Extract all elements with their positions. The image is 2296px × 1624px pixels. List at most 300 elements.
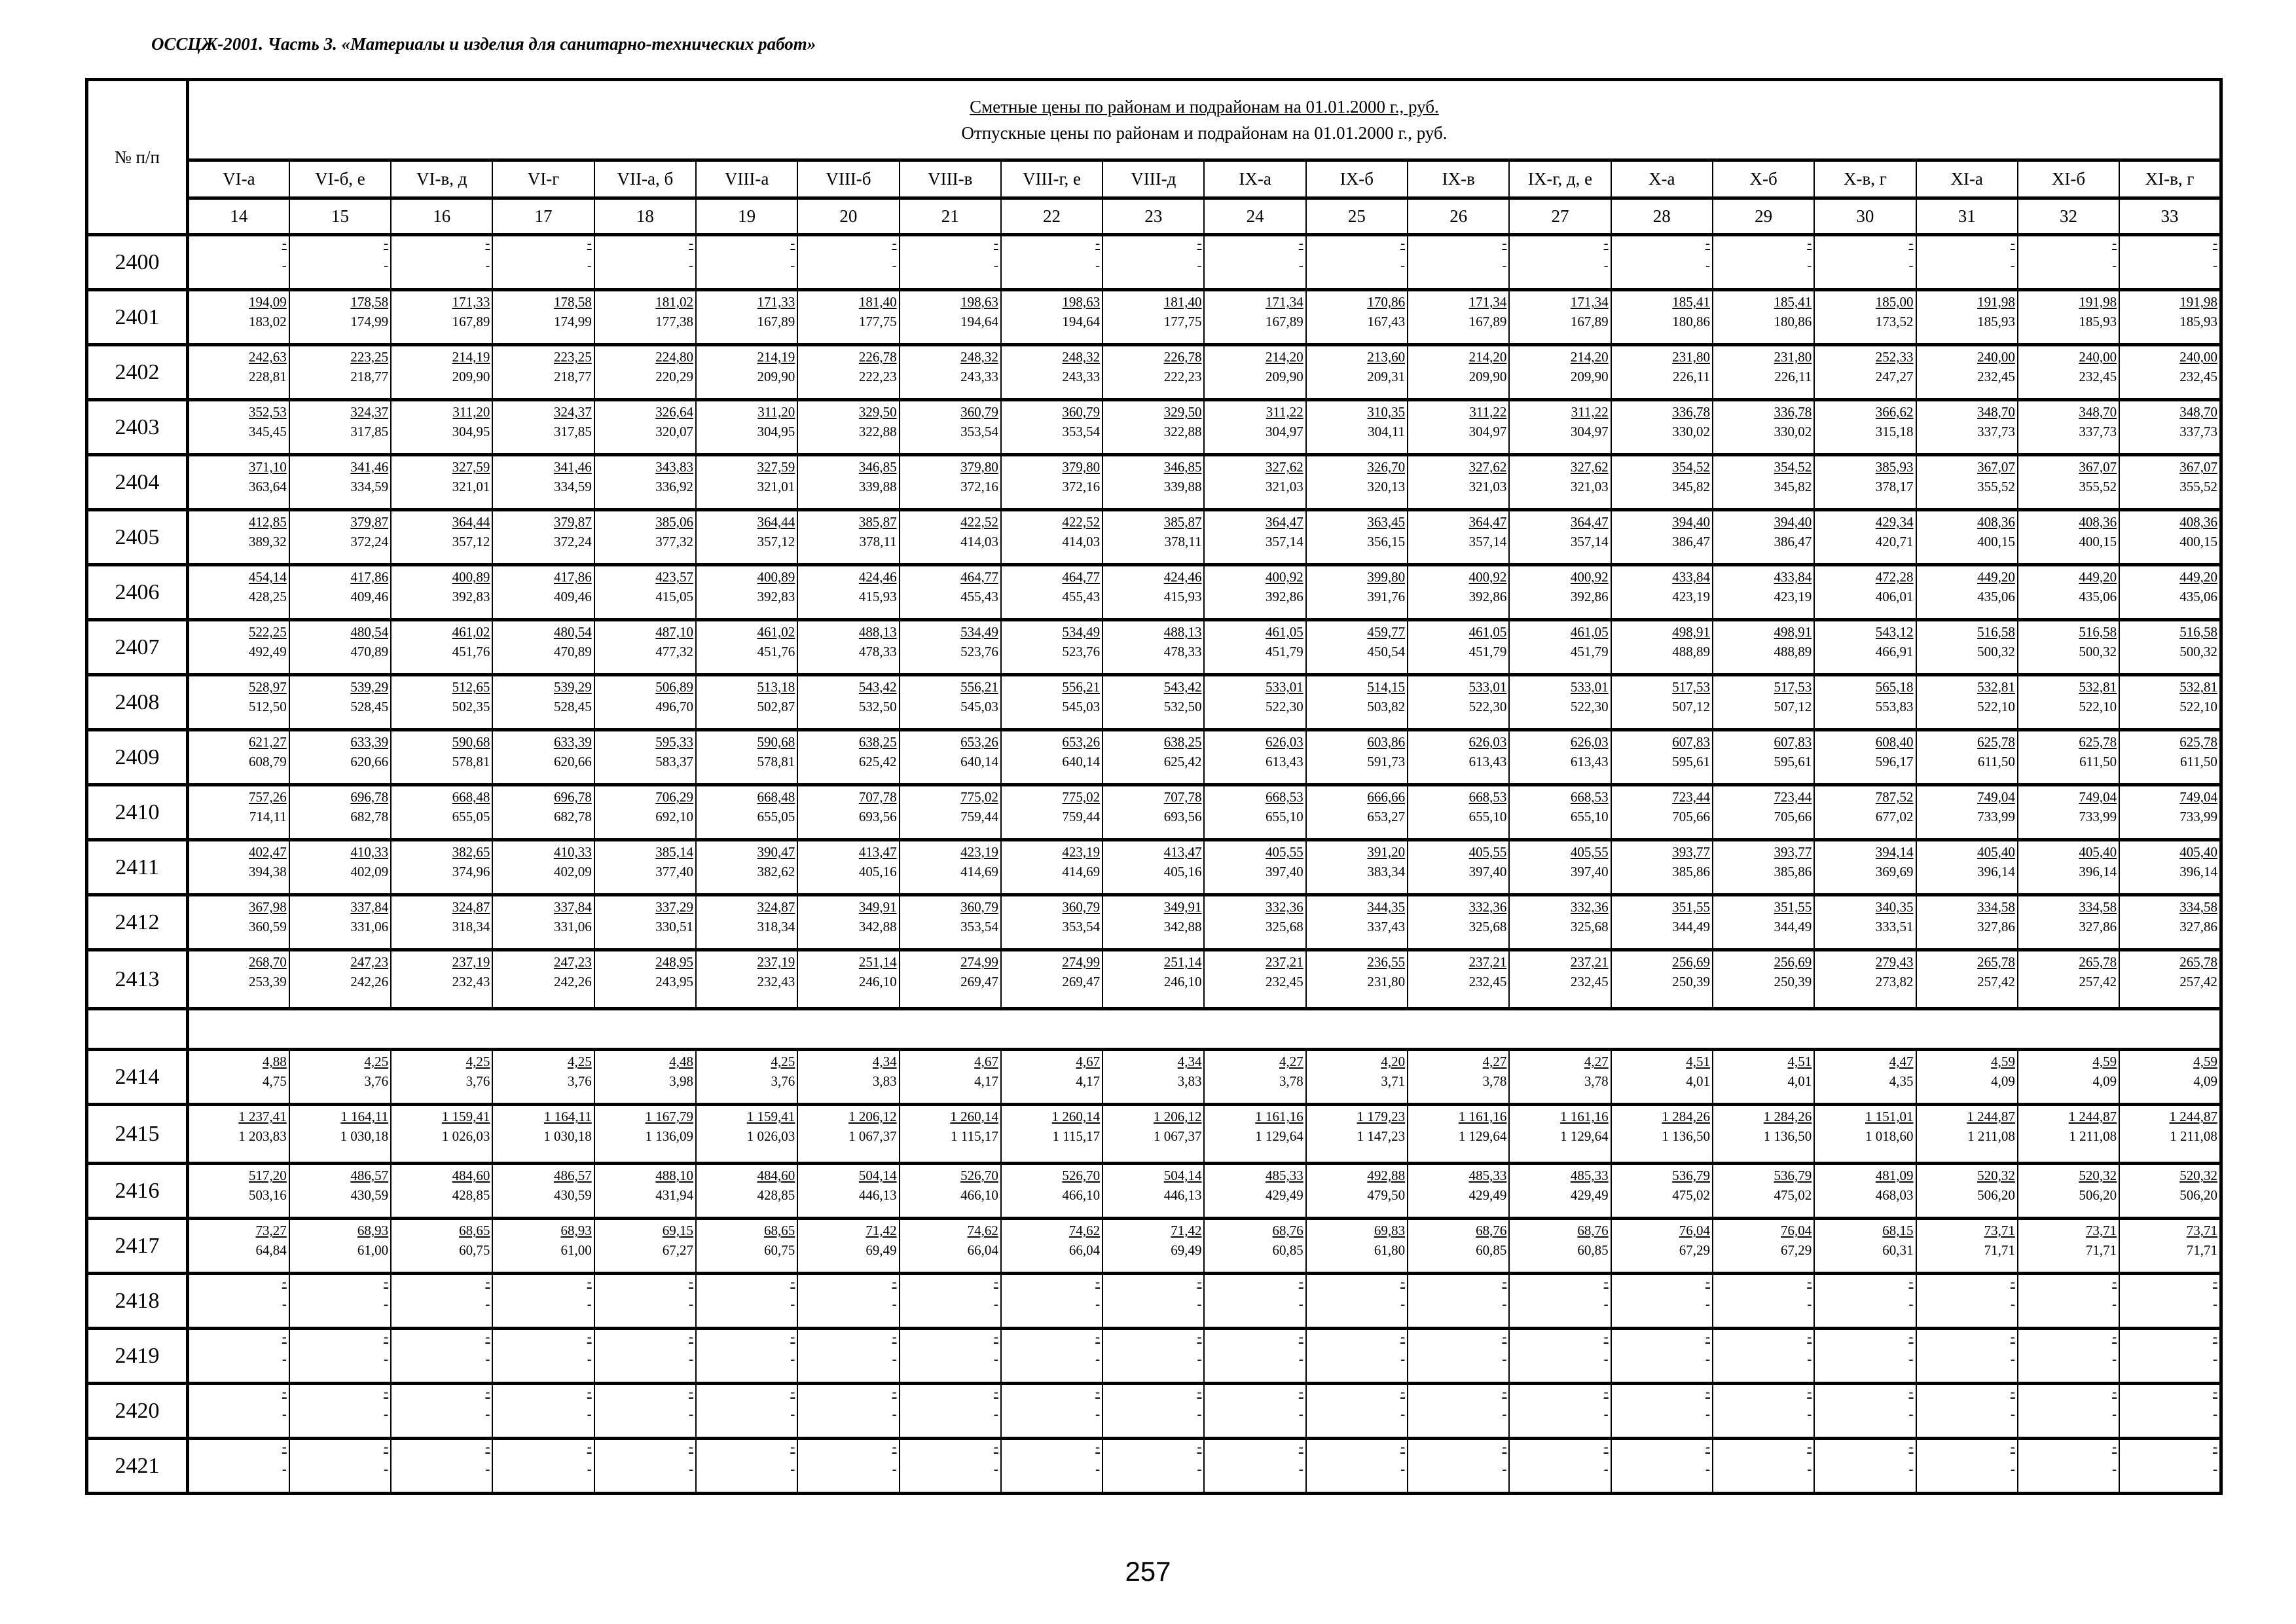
wholesale-price: 528,45 [350,699,389,714]
estimated-price: 410,33 [350,844,389,860]
wholesale-price: 209,90 [1468,369,1507,384]
price-pair [493,621,593,659]
price-cell [188,1105,289,1164]
wholesale-price: 1 129,64 [1560,1128,1609,1144]
price-cell [594,235,696,290]
price-pair [493,566,593,604]
wholesale-price: 353,54 [1062,424,1101,439]
price-cell [391,1384,492,1439]
estimated-price: 512,65 [452,679,490,695]
price-pair [1205,456,1305,494]
no-price-dash: - - [1603,1274,1609,1312]
estimated-price: 464,77 [960,569,998,585]
price-cell [900,785,1001,840]
wholesale-price: 446,13 [1163,1187,1202,1203]
estimated-price: 526,70 [1062,1168,1101,1183]
estimated-price: 326,64 [655,404,693,420]
estimated-price: 171,34 [1468,294,1507,310]
price-pair [2120,566,2219,604]
wholesale-price: 488,89 [1672,644,1710,659]
wholesale-price: 396,14 [2179,864,2217,879]
estimated-price: 73,71 [2085,1223,2117,1238]
column-number: 27 [1509,198,1611,235]
price-cell [1001,565,1102,620]
wholesale-price: 194,64 [960,314,998,329]
price-cell [1814,950,1916,1009]
wholesale-price: 342,88 [858,919,897,934]
price-pair [1612,401,1712,439]
estimated-price: 668,53 [1468,789,1507,805]
estimated-price: 198,63 [960,294,998,310]
price-pair [392,291,492,329]
price-cell [492,1329,594,1384]
estimated-price: 327,62 [1570,459,1609,475]
price-pair [1002,1106,1102,1144]
price-pair [798,401,898,439]
price-cell [188,1050,289,1105]
estimated-price: 4,27 [1279,1054,1303,1069]
no-price-dash: - - [2212,1439,2217,1477]
price-pair [1103,1106,1203,1144]
estimated-price: 351,55 [1774,899,1812,915]
estimated-price: 423,57 [655,569,693,585]
wholesale-price: 414,69 [1062,864,1101,879]
price-pair [697,346,797,384]
estimated-price: 405,55 [1570,844,1609,860]
price-pair [1917,456,2017,494]
estimated-price: 367,07 [1977,459,2015,475]
price-pair [290,841,390,879]
column-number: 30 [1814,198,1916,235]
price-pair [189,841,289,879]
estimated-price: 4,48 [669,1054,693,1069]
price-cell [594,290,696,345]
estimated-price: 486,57 [553,1168,592,1183]
no-price-dash: - - [1298,1439,1303,1477]
no-price-dash: - - [1095,1439,1101,1477]
wholesale-price: 545,03 [1062,699,1101,714]
price-cell [1408,565,1509,620]
price-cell [900,1219,1001,1274]
estimated-price: 4,67 [974,1054,998,1069]
table-row [87,785,2221,840]
wholesale-price: 409,46 [553,589,592,604]
wholesale-price: 423,19 [1774,589,1812,604]
estimated-price: 363,45 [1367,514,1406,530]
price-cell [492,290,594,345]
estimated-price: 520,32 [1977,1168,2015,1183]
price-pair [189,456,289,494]
price-cell [1408,1219,1509,1274]
wholesale-price: 330,02 [1774,424,1812,439]
price-cell [2119,1329,2221,1384]
estimated-price: 504,14 [858,1168,897,1183]
price-cell [1408,400,1509,455]
wholesale-price: 620,66 [553,754,592,769]
wholesale-price: 470,89 [350,644,389,659]
price-pair [1002,1165,1102,1203]
estimated-price: 424,46 [858,569,897,585]
no-price-dash: - - [993,1439,998,1477]
estimated-price: 626,03 [1266,734,1303,750]
price-cell [900,620,1001,675]
price-cell [492,1105,594,1164]
price-cell [1814,565,1916,620]
price-cell [1306,1050,1408,1105]
estimated-price: 413,47 [1163,844,1202,860]
price-pair [697,951,797,989]
price-pair [2120,1106,2219,1144]
price-pair [697,1051,797,1089]
estimated-price: 487,10 [655,624,693,640]
wholesale-prices-title: Отпускные цены по районам и подрайонам на 01.01.2000 г., руб. [961,123,1448,143]
price-pair [1408,676,1508,714]
estimated-price: 1 179,23 [1357,1109,1406,1124]
column-number: 31 [1916,198,2018,235]
estimated-price: 4,25 [465,1054,490,1069]
item-number: 2403 [87,400,188,455]
price-cell [1509,400,1611,455]
estimated-price: 191,98 [2079,294,2117,310]
price-pair [1713,896,1813,934]
price-cell [1204,1274,1305,1329]
price-cell [1001,1274,1102,1329]
price-cell [1916,1164,2018,1219]
estimated-price: 327,62 [1468,459,1507,475]
price-cell [696,565,797,620]
estimated-price: 213,60 [1367,349,1406,365]
wholesale-price: 4,01 [1787,1073,1812,1089]
price-pair [1307,896,1407,934]
wholesale-price: 640,14 [960,754,998,769]
wholesale-price: 60,75 [764,1242,795,1258]
price-pair [1205,1106,1305,1144]
estimated-price: 265,78 [2079,954,2117,970]
wholesale-price: 357,14 [1570,534,1609,549]
price-pair [189,896,289,934]
region-column-header: VIII-а [696,160,797,198]
wholesale-price: 60,85 [1272,1242,1303,1258]
estimated-price: 488,13 [1163,624,1202,640]
estimated-price: 1 244,87 [1967,1109,2015,1124]
price-cell [1001,950,1102,1009]
estimated-price: 68,76 [1476,1223,1507,1238]
item-number [87,1009,188,1050]
no-price-dash: - - [2010,1384,2015,1422]
price-cell [188,1164,289,1219]
wholesale-price: 321,03 [1570,479,1609,494]
wholesale-price: 342,88 [1163,919,1202,934]
estimated-price: 707,78 [858,789,897,805]
wholesale-price: 269,47 [960,974,998,989]
no-price-dash: - - [1502,235,1507,273]
price-cell [797,345,899,400]
price-cell [391,895,492,950]
estimated-price: 1 206,12 [848,1109,897,1124]
price-pair [1612,731,1712,769]
price-pair [290,1165,390,1203]
estimated-price: 1 244,87 [2068,1109,2117,1124]
estimated-price: 256,69 [1774,954,1812,970]
wholesale-price: 532,50 [1163,699,1202,714]
wholesale-price: 1 026,03 [746,1128,795,1144]
price-pair [1917,401,2017,439]
estimated-price: 390,47 [757,844,795,860]
price-pair [493,1051,593,1089]
wholesale-price: 492,49 [249,644,287,659]
wholesale-price: 304,95 [452,424,490,439]
estimated-price: 516,58 [2079,624,2117,640]
price-cell [1102,290,1204,345]
price-title-header [188,80,2221,160]
price-pair [392,951,492,989]
price-cell [1306,840,1408,895]
price-pair [900,1220,1000,1258]
wholesale-price: 655,05 [757,809,795,824]
estimated-price: 595,33 [655,734,693,750]
wholesale-price: 406,01 [1875,589,1914,604]
price-cell [1611,1329,1713,1384]
price-cell [1814,455,1916,510]
price-cell [289,785,391,840]
estimated-price: 492,88 [1367,1168,1406,1183]
wholesale-price: 446,13 [858,1187,897,1203]
price-pair [1205,511,1305,549]
price-pair [697,291,797,329]
no-price-dash: - - [1908,1384,1914,1422]
price-pair [1612,621,1712,659]
wholesale-price: 500,32 [1977,644,2015,659]
price-cell [1102,1050,1204,1105]
price-cell [1509,620,1611,675]
estimated-price: 485,33 [1468,1168,1507,1183]
wholesale-price: 682,78 [553,809,592,824]
no-price-dash: - - [790,1384,795,1422]
no-price-dash: - - [892,235,897,273]
wholesale-price: 327,86 [2179,919,2217,934]
price-pair [595,456,695,494]
estimated-price: 4,59 [1991,1054,2015,1069]
price-cell [1102,1329,1204,1384]
price-pair [1002,731,1102,769]
no-price-dash: - - [384,1439,389,1477]
wholesale-price: 613,43 [1570,754,1609,769]
column-number: 26 [1408,198,1509,235]
no-price-dash: - - [1807,235,1812,273]
no-price-dash: - - [1197,1329,1202,1367]
price-pair [900,401,1000,439]
price-cell [1916,620,2018,675]
estimated-price: 472,28 [1875,569,1914,585]
estimated-price: 382,65 [452,844,490,860]
estimated-price: 775,02 [1062,789,1101,805]
price-cell [1204,1105,1305,1164]
wholesale-price: 391,76 [1367,589,1406,604]
price-cell [594,565,696,620]
wholesale-price: 173,52 [1875,314,1914,329]
price-pair [189,1220,289,1258]
estimated-price: 408,36 [2079,514,2117,530]
price-pair [2018,786,2119,824]
column-number: 23 [1102,198,1204,235]
estimated-price: 311,22 [1469,404,1507,420]
wholesale-price: 1 026,03 [441,1128,490,1144]
wholesale-price: 613,43 [1468,754,1507,769]
no-price-dash: - - [2010,1274,2015,1312]
wholesale-price: 372,16 [1062,479,1101,494]
no-price-dash: - - [2112,1439,2117,1477]
price-pair [1103,841,1203,879]
wholesale-price: 522,30 [1266,699,1303,714]
wholesale-price: 415,93 [1163,589,1202,604]
price-pair [290,1051,390,1089]
price-cell [696,1329,797,1384]
no-price-dash: - - [892,1329,897,1367]
no-price-dash: - - [892,1439,897,1477]
wholesale-price: 377,32 [655,534,693,549]
price-cell [1916,510,2018,565]
wholesale-price: 243,95 [655,974,693,989]
wholesale-price: 357,14 [1266,534,1303,549]
price-pair [595,346,695,384]
price-pair [1103,346,1203,384]
no-price-dash: - - [1908,1439,1914,1477]
price-pair [900,346,1000,384]
no-price-dash: - - [1705,1274,1710,1312]
wholesale-price: 488,89 [1774,644,1812,659]
price-pair [1103,951,1203,989]
wholesale-price: 1 067,37 [848,1128,897,1144]
wholesale-price: 177,75 [858,314,897,329]
price-cell [289,1384,391,1439]
estimated-price: 68,65 [459,1223,490,1238]
price-cell [1306,950,1408,1009]
price-cell [1001,840,1102,895]
price-cell [1713,1384,1814,1439]
price-cell [1204,1384,1305,1439]
price-pair [1815,621,1915,659]
price-cell [2119,840,2221,895]
wholesale-price: 429,49 [1570,1187,1609,1203]
wholesale-price: 428,85 [757,1187,795,1203]
item-number: 2404 [87,455,188,510]
estimated-price: 464,77 [1062,569,1101,585]
price-pair [1917,896,2017,934]
estimated-price: 226,78 [1163,349,1202,365]
price-pair [1612,896,1712,934]
wholesale-price: 185,93 [2079,314,2117,329]
price-pair [2120,786,2219,824]
wholesale-price: 336,92 [655,479,693,494]
price-cell [1814,1439,1916,1494]
wholesale-price: 209,90 [452,369,490,384]
price-cell [1408,510,1509,565]
region-column-header: VI-г [492,160,594,198]
estimated-price: 247,23 [350,954,389,970]
price-cell [289,840,391,895]
price-cell [1102,785,1204,840]
price-cell [188,730,289,785]
estimated-price: 236,55 [1367,954,1406,970]
no-price-dash: - - [1400,1329,1406,1367]
wholesale-price: 167,89 [1266,314,1303,329]
wholesale-price: 228,81 [249,369,287,384]
price-pair [189,1106,289,1144]
price-cell [1611,950,1713,1009]
wholesale-price: 325,68 [1570,919,1609,934]
price-pair [2018,676,2119,714]
price-cell [2119,290,2221,345]
price-cell [2119,235,2221,290]
price-cell [391,1164,492,1219]
price-cell [900,510,1001,565]
wholesale-price: 478,33 [858,644,897,659]
price-pair [595,1165,695,1203]
wholesale-price: 396,14 [2079,864,2117,879]
estimated-price: 417,86 [553,569,592,585]
price-cell [1102,840,1204,895]
estimated-price: 405,55 [1266,844,1303,860]
price-cell [2119,1439,2221,1494]
wholesale-price: 429,49 [1266,1187,1303,1203]
wholesale-price: 4,35 [1889,1073,1914,1089]
price-cell [2018,895,2119,950]
estimated-price: 337,84 [350,899,389,915]
estimated-price: 433,84 [1672,569,1710,585]
price-pair [2018,346,2119,384]
price-cell [900,1329,1001,1384]
price-pair [1815,291,1915,329]
price-pair [1713,566,1813,604]
estimated-price: 336,78 [1774,404,1812,420]
no-price-dash: - - [1603,1439,1609,1477]
price-cell [1204,730,1305,785]
price-pair [900,1051,1000,1089]
estimated-price: 379,80 [1062,459,1101,475]
estimated-price: 417,86 [350,569,389,585]
price-pair [392,1220,492,1258]
wholesale-price: 3,76 [567,1073,592,1089]
estimated-price: 247,23 [553,954,592,970]
column-number: 18 [594,198,696,235]
wholesale-price: 243,33 [960,369,998,384]
item-number: 2419 [87,1329,188,1384]
price-cell [1916,950,2018,1009]
price-cell [1306,400,1408,455]
price-cell [900,1274,1001,1329]
price-cell [492,565,594,620]
estimated-price: 191,98 [1977,294,2015,310]
wholesale-price: 392,83 [452,589,490,604]
price-cell [1102,1164,1204,1219]
price-cell [797,235,899,290]
estimated-price: 237,19 [452,954,490,970]
wholesale-price: 257,42 [2079,974,2117,989]
item-number: 2420 [87,1384,188,1439]
price-cell [1814,620,1916,675]
no-price-dash: - - [384,1274,389,1312]
price-cell [1102,345,1204,400]
estimated-price: 516,58 [1977,624,2015,640]
price-cell [1814,1050,1916,1105]
estimated-price: 590,68 [452,734,490,750]
price-cell [188,510,289,565]
no-price-dash: - - [1400,1274,1406,1312]
price-pair [392,896,492,934]
price-pair [290,676,390,714]
price-pair [697,1220,797,1258]
price-cell [1916,1050,2018,1105]
